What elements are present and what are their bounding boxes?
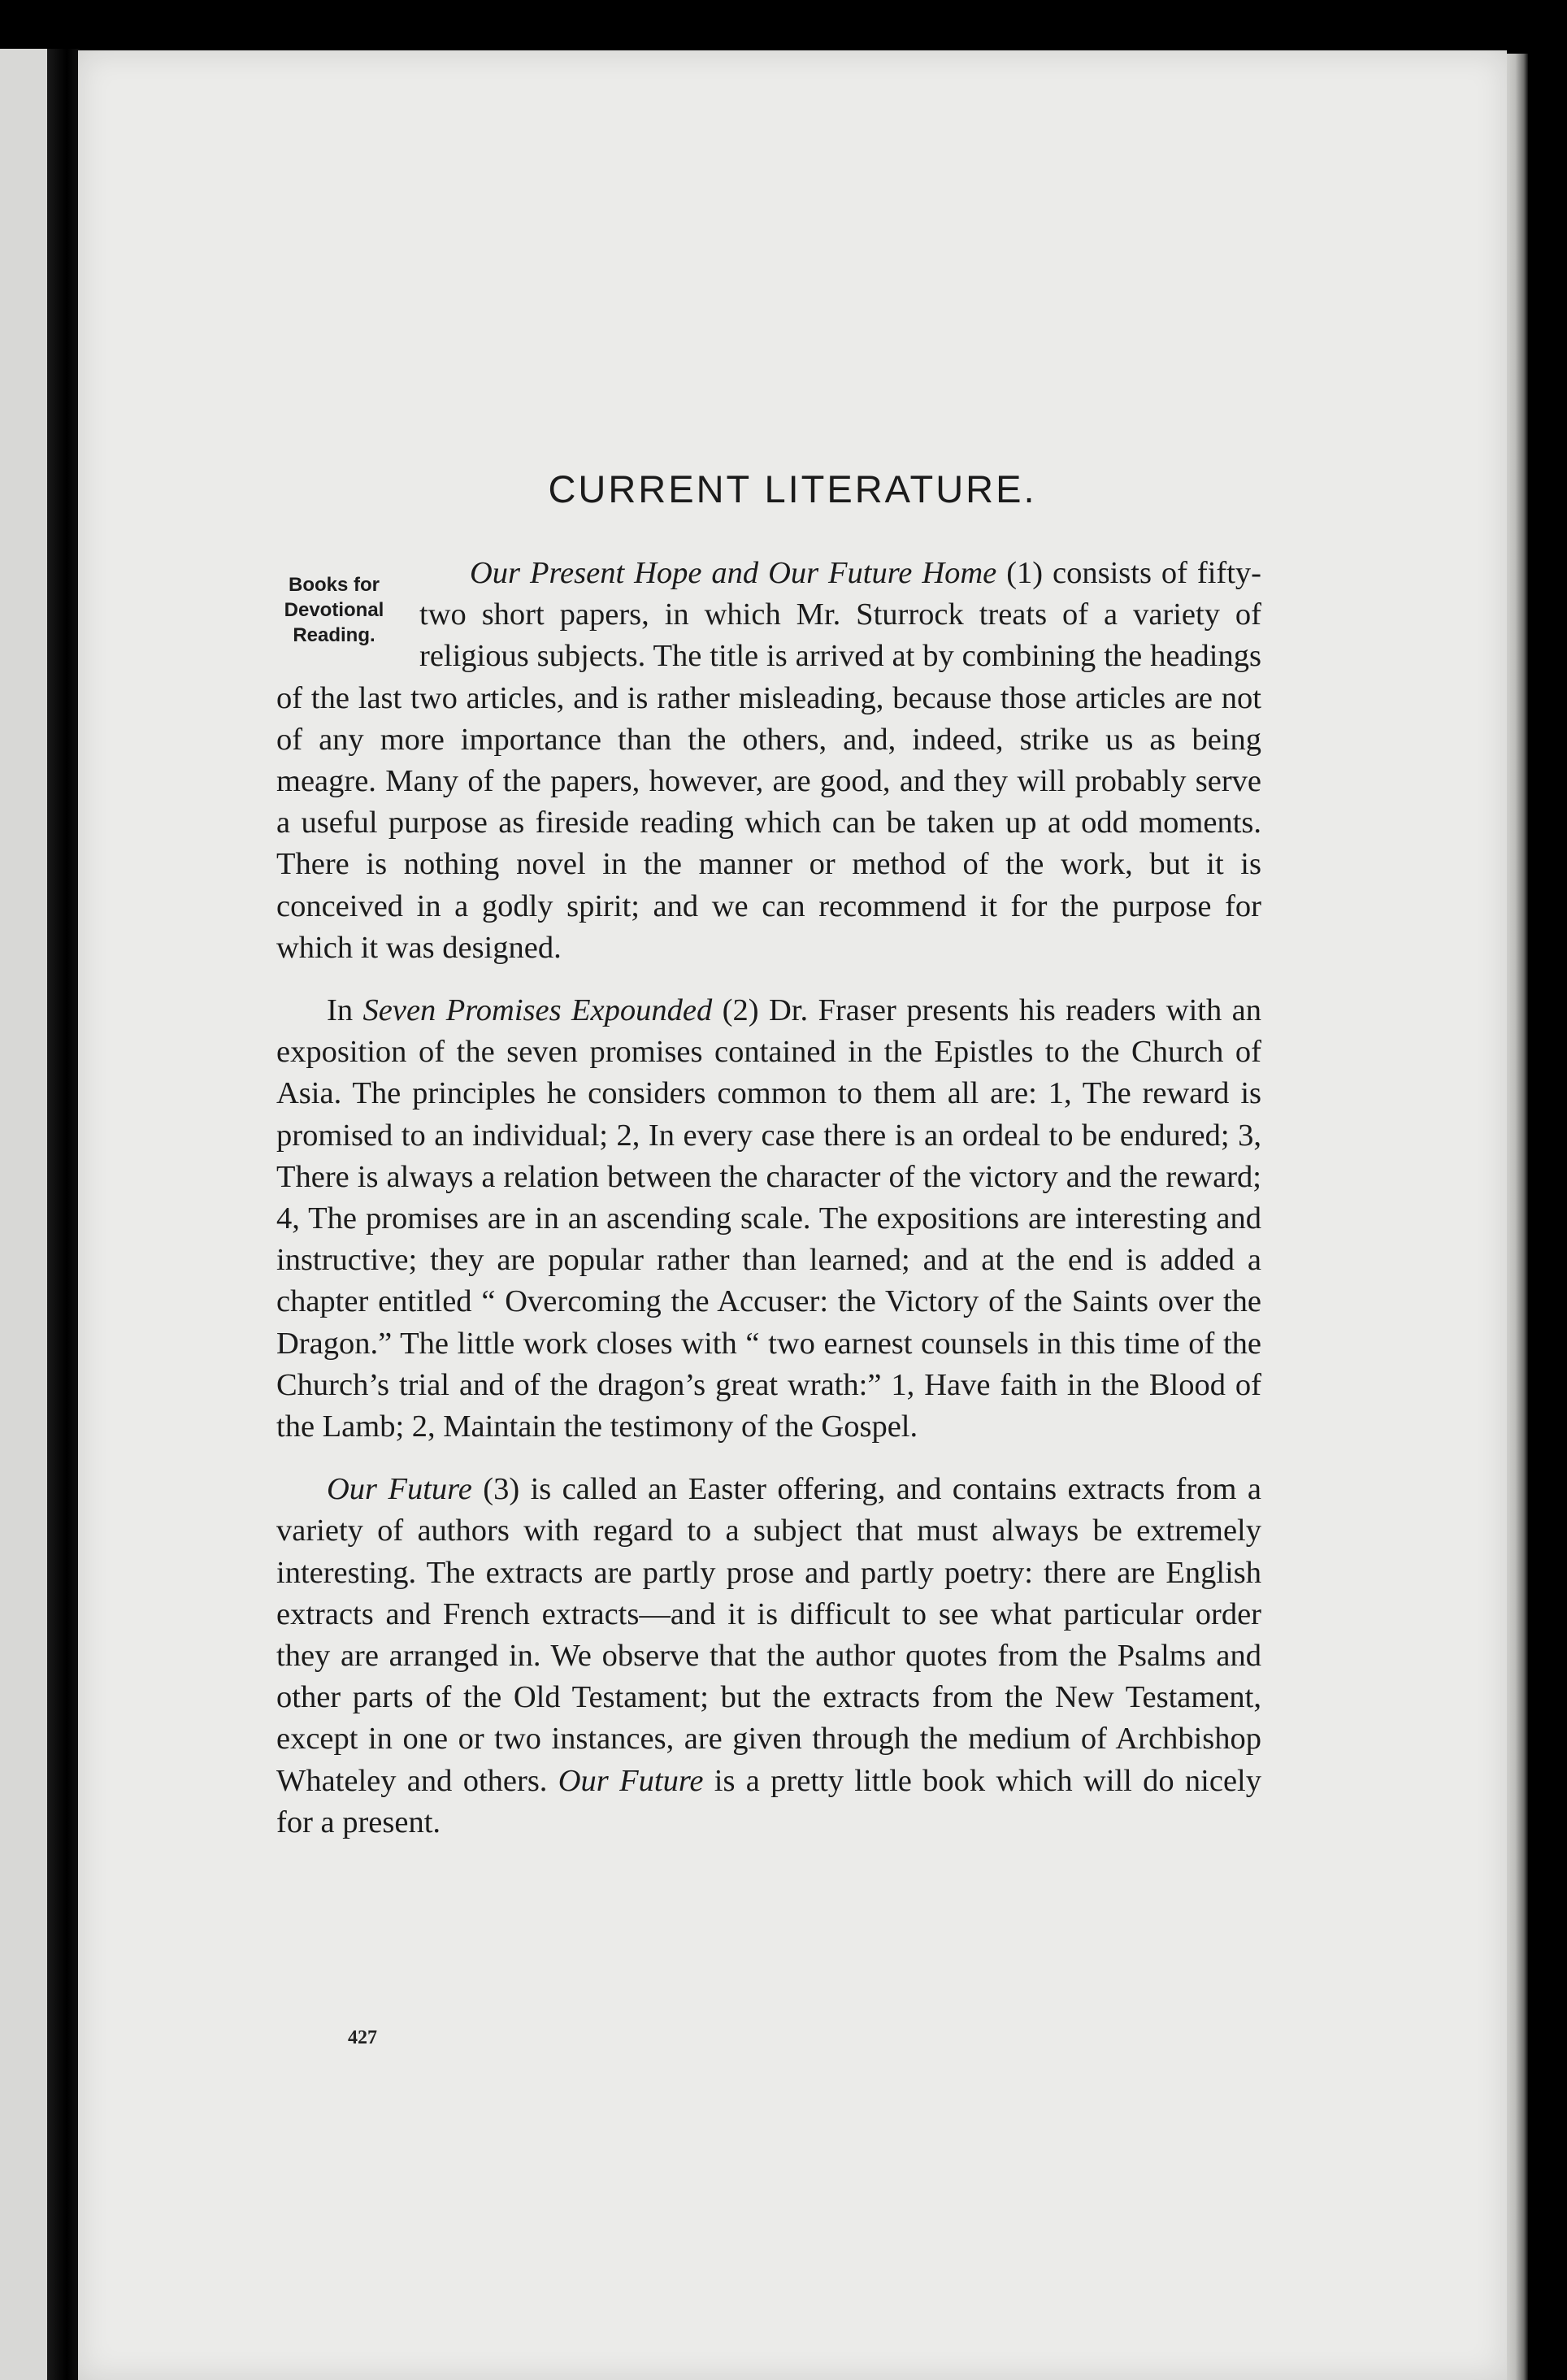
facing-page-edge [0,49,50,2380]
book-title: Seven Promises Expounded [362,993,713,1028]
sidenote-line: Books for [288,574,380,596]
paragraph-text: In [327,993,363,1028]
gutter-shadow [47,49,80,2380]
book-title: Our Present Hope and Our Future Home [470,556,997,590]
paragraph-text: is a pretty little book which will do nicely for a present. [276,1763,1261,1839]
article-body [276,553,1261,1865]
paragraph-text: (2) Dr. Fraser presents his readers with an exposition of the seven promises contained in the Epistles to the Church of Asia. The principles he considers common to them all are: 1, The reward is promised to an individual; 2, In every case there is an ordeal to be endured; 3, There is always a relation between the character of the victory and the reward; 4, The promises are in an ascending scale. The expositions are interesting and instructive; they are popular rather than learned; and at the end is added a chapter entitled “ Overcoming the Accuser: the Victory of the Saints over the Dragon.” The little work closes with “ two earnest counsels in this time of the Church’s trial and of the dragon’s great wrath:” 1, Have faith in the Blood of the Lamb; 2, Maintain the testimony of the Gospel. [276,993,1261,1444]
paragraph [276,1469,1261,1844]
book-title: Our Future [327,1472,472,1507]
sidenote-line: Devotional [284,599,384,621]
paragraph [276,553,1261,969]
book-title: Our Future [558,1763,704,1798]
paragraph [276,990,1261,1448]
paragraph-text: (3) is called an Easter offering, and contains extracts from a variety of authors with regard to a subject that must always be extremely interesting. The extracts are partly prose and partly poetry: there are English extracts and French extracts—and it is difficult to see what particular order they are arranged in. We observe that the author quotes from the Psalms and other parts of the Old Testament; but the extracts from the New Testament, except in one or two instances, are given through the medium of Archbishop Whateley and others. [276,1472,1261,1798]
paragraph-text: (1) consists of fifty-two short papers, in which Mr. Sturrock treats of a variety of religious subjects. The title is arrived at by combining the headings of the last two articles, and is rather misleading, because those articles are not of any more importance than the others, and, indeed, strike us as being meagre. Many of the papers, however, are good, and they will probably serve a useful purpose as fireside reading which can be taken up at odd moments. There is nothing novel in the manner or method of the work, but it is conceived in a godly spirit; and we can recommend it for the purpose for which it was designed. [276,556,1261,965]
page-number: 427 [348,2027,377,2048]
sidenote-line: Reading. [293,624,375,646]
page-right-edge [1507,54,1528,2380]
page-heading: CURRENT LITERATURE. [548,467,1037,510]
